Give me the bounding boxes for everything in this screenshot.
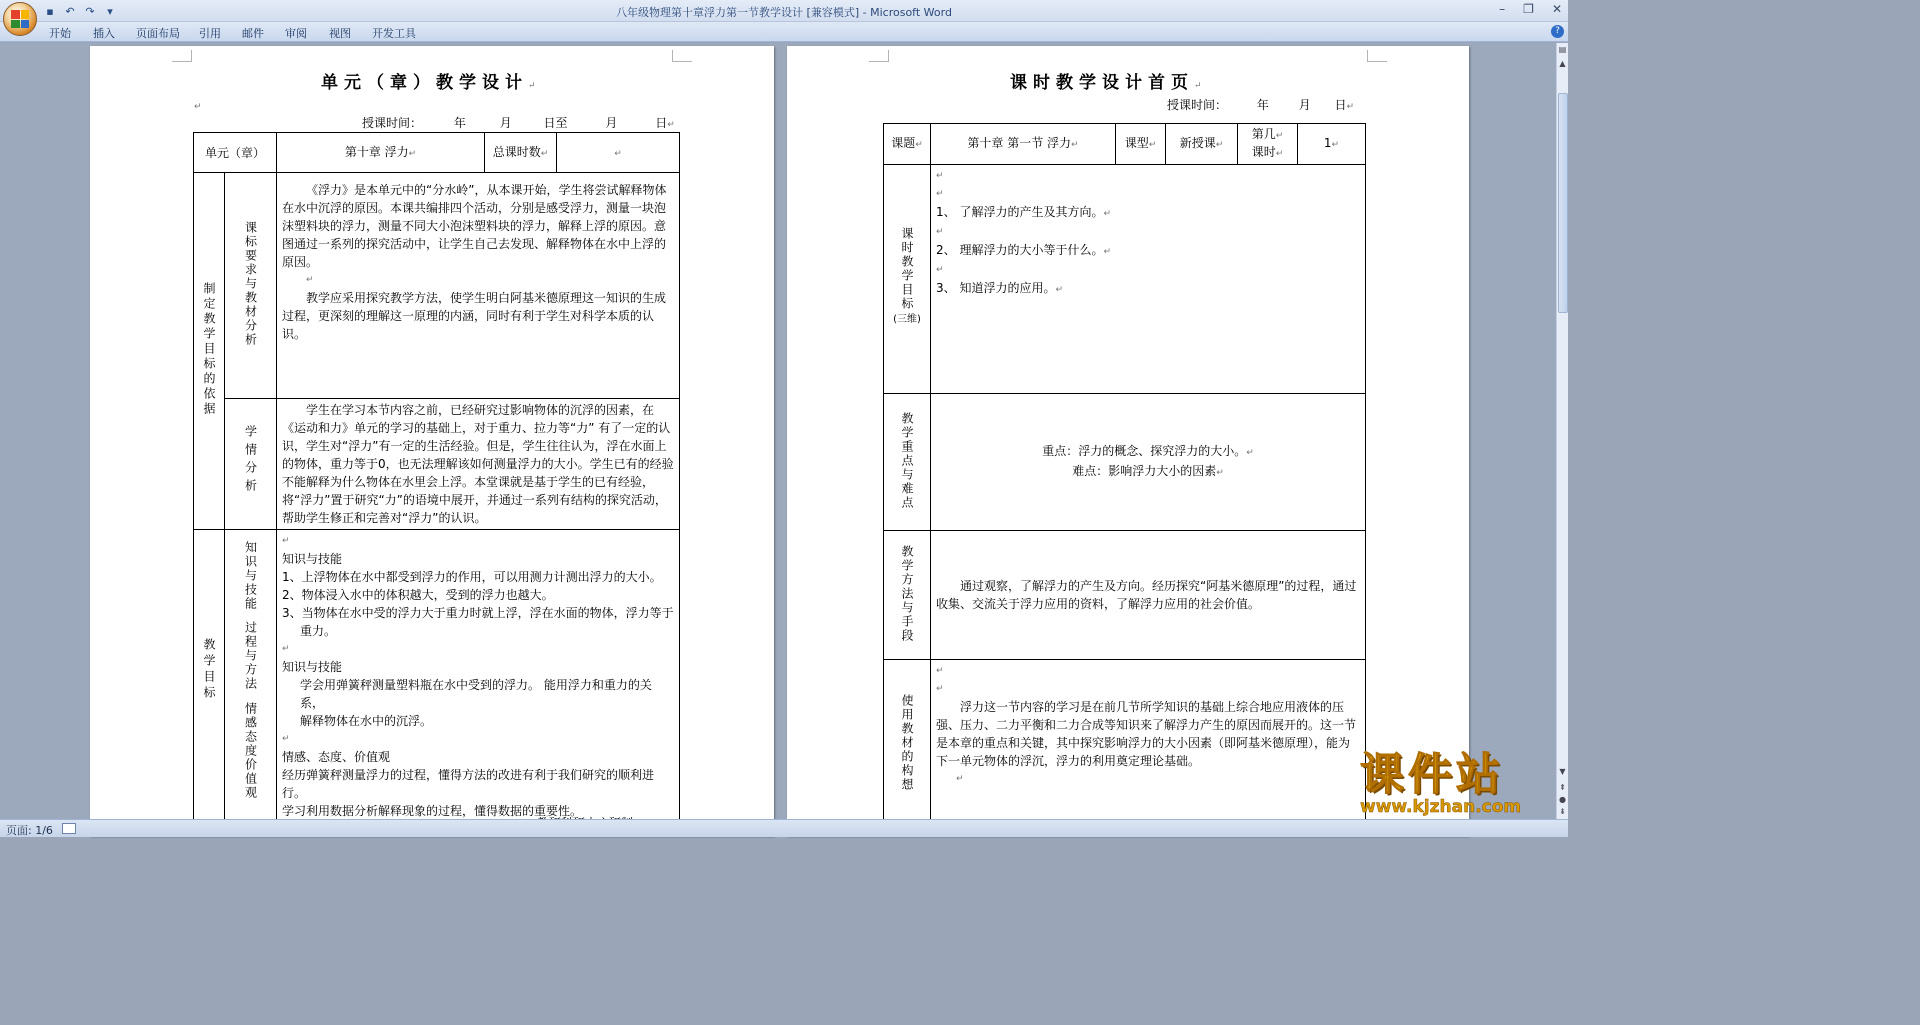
undo-icon[interactable]: ↶ <box>65 4 75 18</box>
goals-line: 2、物体浸入水中的体积越大，受到的浮力也越大。 <box>282 588 554 602</box>
redo-icon[interactable]: ↷ <box>85 4 95 18</box>
lesson-design-table <box>883 123 1366 830</box>
goals-line: 经历弹簧秤测量浮力的过程，懂得方法的改进有利于我们研究的顺利进行。 <box>282 768 655 800</box>
curriculum-paragraph-2: 教学应采用探究教学方法，使学生明白阿基米德原理这一知识的生成过程，更深刻的理解这一原理的内涵，同时有利于学生对科学本质的认识。 <box>282 291 667 341</box>
page-title: 单元（章）教学设计↵ <box>321 73 536 93</box>
keypoints-label: 教学重点与难点 <box>900 411 914 510</box>
basis-label: 制定教学目标的依据 <box>202 281 216 417</box>
total-hours-label: 总课时数↵ <box>485 133 557 173</box>
unit-value: 第十章 浮力↵ <box>277 133 485 173</box>
which-lesson-value: 1↵ <box>1298 124 1366 165</box>
previous-page-icon[interactable]: ⇞ <box>1559 783 1566 792</box>
paragraph-mark: ↵ <box>194 102 202 112</box>
materials-label-cell <box>884 660 931 830</box>
topic-label: 课题↵ <box>884 124 931 165</box>
title-bar <box>0 0 1568 22</box>
proofing-icon[interactable] <box>62 823 76 834</box>
restore-icon[interactable]: ❐ <box>1523 2 1534 16</box>
scroll-down-icon[interactable]: ▼ <box>1559 767 1566 776</box>
goals-line: 学会用弹簧秤测量塑料瓶在水中受到的浮力。 能用浮力和重力的关系， <box>300 678 652 710</box>
margin-mark <box>869 50 889 62</box>
tab-review[interactable]: 审阅 <box>285 27 307 40</box>
customize-qat-icon[interactable]: ▾ <box>107 4 113 18</box>
objective-item: 3、 知道浮力的应用。↵ <box>936 281 1063 295</box>
page-1 <box>90 46 774 836</box>
curriculum-label-cell <box>225 173 277 399</box>
curriculum-label: 课标要求与教材分析 <box>243 221 258 347</box>
methods-paragraph: 通过观察，了解浮力的产生及方向。经历探究“阿基米德原理”的过程，通过收集、交流关于浮力应用的资料，了解浮力应用的社会价值。 <box>936 579 1357 611</box>
office-logo-icon <box>11 10 29 28</box>
page-title: 课时教学设计首页↵ <box>1010 73 1202 93</box>
goals-line: 学习利用数据分析解释现象的过程，懂得数据的重要性。 <box>282 804 583 818</box>
difficult-point: 难点：影响浮力大小的因素↵ <box>1072 464 1224 478</box>
goals-content: ↵ 知识与技能 1、上浮物体在水中都受到浮力的作用，可以用测力计测出浮力的大小。 2、物体浸入水中的体积越大，受到的浮力也越大。 3、当物体在水中受的浮力大于重力时就上浮，浮在水面的物体，浮力等于 重力。 ↵ 知识与技能 学会用弹簧秤测量塑料瓶在水中受到的浮力。 能用浮力和重力的关系， 解释物体在水中的沉浮。 ↵ 情感、态度、价值观 经历弹簧秤测量浮力的过程，懂得方法的改进有利于我们研究的顺利进行。 学习利用数据分析解释现象的过程，懂得数据的重要性。 <box>277 530 680 823</box>
objective-item: 2、 理解浮力的大小等于什么。↵ <box>936 243 1111 257</box>
page-2 <box>787 46 1469 836</box>
student-label: 学情分析 <box>243 425 258 497</box>
watermark-url: www.kjzhan.com <box>1360 797 1522 817</box>
which-lesson-label: 第几↵ 课时↵ <box>1238 124 1298 165</box>
paragraph-mark: ↵ <box>306 275 314 285</box>
window-title: 八年级物理第十章浮力第一节教学设计 [兼容模式] - Microsoft Word <box>616 6 952 19</box>
goals-sub-cell <box>225 530 277 823</box>
goals-sub-values: 情感态度价值观 <box>243 701 258 800</box>
watermark-text: 课件站 <box>1360 749 1504 800</box>
scrollbar-thumb[interactable] <box>1558 93 1568 313</box>
objectives-note: (三维) <box>893 313 921 325</box>
goals-line: 1、上浮物体在水中都受到浮力的作用，可以用测力计测出浮力的大小。 <box>282 570 662 584</box>
materials-content: ↵ ↵ 浮力这一节内容的学习是在前几节所学知识的基础上综合地应用液体的压强、压力、二力平衡和二力合成等知识来了解浮力产生的原因而展开的。这一节是本章的重点和关键，其中探究影响浮力的大小因素（即阿基米德原理），能为下一单元物体的浮沉，浮力的利用奠定理论基础。 ↵ <box>931 660 1366 830</box>
goals-line: 知识与技能 <box>282 660 343 674</box>
goals-line: 知识与技能 <box>282 552 343 566</box>
save-icon[interactable]: ▪ <box>46 4 54 18</box>
tab-references[interactable]: 引用 <box>199 27 221 40</box>
unit-design-table <box>193 132 680 823</box>
goals-sub-process: 过程与方法 <box>243 621 258 691</box>
methods-label-cell <box>884 531 931 660</box>
objectives-label-cell <box>884 165 931 394</box>
vertical-scrollbar[interactable] <box>1556 43 1568 819</box>
goals-line: 情感、态度、价值观 <box>282 750 391 764</box>
next-page-icon[interactable]: ⇟ <box>1559 807 1566 816</box>
methods-label: 教学方法与手段 <box>900 544 914 643</box>
topic-value: 第十章 第一节 浮力↵ <box>931 124 1116 165</box>
tab-view[interactable]: 视图 <box>329 27 351 40</box>
materials-label: 使用教材的构想 <box>900 694 914 792</box>
office-button[interactable] <box>3 2 37 36</box>
type-value: 新授课↵ <box>1166 124 1238 165</box>
ruler-toggle-icon[interactable]: ▤ <box>1558 45 1567 54</box>
methods-content <box>931 531 1366 660</box>
goals-line: 解释物体在水中的沉浮。 <box>300 714 433 728</box>
teaching-time-row: 授课时间： 年 月 日至 月 日↵ <box>362 116 675 130</box>
student-content <box>277 399 680 530</box>
objective-item: 1、 了解浮力的产生及其方向。↵ <box>936 205 1111 219</box>
basis-label-cell <box>194 173 225 530</box>
student-label-cell <box>225 399 277 530</box>
goals-sub-knowledge: 知识与技能 <box>243 540 258 611</box>
goals-label: 教学目标 <box>202 638 216 702</box>
tab-mailings[interactable]: 邮件 <box>242 27 264 40</box>
key-point: 重点：浮力的概念、探究浮力的大小。↵ <box>1042 444 1254 458</box>
tab-home[interactable]: 开始 <box>49 27 71 40</box>
close-icon[interactable]: ✕ <box>1551 2 1562 16</box>
materials-paragraph: 浮力这一节内容的学习是在前几节所学知识的基础上综合地应用液体的压强、压力、二力平衡和二力合成等知识来了解浮力产生的原因而展开的。这一节是本章的重点和关键，其中探究影响浮力的大小因素（即阿基米德原理），能为下一单元物体的浮沉，浮力的利用奠定理论基础。 <box>936 700 1357 768</box>
total-hours-value[interactable]: ↵ <box>557 133 680 173</box>
margin-mark <box>172 50 192 62</box>
type-label: 课型↵ <box>1116 124 1166 165</box>
browse-object-icon[interactable]: ● <box>1559 795 1566 804</box>
site-watermark <box>1360 749 1556 818</box>
margin-mark <box>672 50 692 62</box>
tab-developer[interactable]: 开发工具 <box>372 27 416 40</box>
status-bar <box>0 819 1568 837</box>
goals-line: 3、当物体在水中受的浮力大于重力时就上浮，浮在水面的物体，浮力等于 <box>282 606 674 620</box>
unit-label: 单元（章） <box>194 133 277 173</box>
ribbon-tabs <box>0 22 1568 42</box>
goals-label-cell <box>194 530 225 823</box>
margin-mark <box>1367 50 1387 62</box>
curriculum-content <box>277 173 680 399</box>
teaching-time-row: 授课时间： 年 月 日↵ <box>1167 98 1355 112</box>
keypoints-label-cell <box>884 394 931 531</box>
minimize-icon[interactable]: – <box>1499 2 1506 16</box>
goals-line: 重力。 <box>300 624 337 638</box>
help-icon[interactable]: ? <box>1551 25 1564 38</box>
objectives-label: 课时教学目标 <box>900 226 914 311</box>
student-paragraph: 学生在学习本节内容之前，已经研究过影响物体的沉浮的因素，在《运动和力》单元的学习的基础上，对于重力、拉力等“力” 有了一定的认识，学生对“浮力”有一定的生活经验。但是，学生往往认为，浮在水面上的物体，重力等于0，也无法理解该如何测量浮力的大小。学生已有的经验不能解释为什么物体在水里会上浮。本堂课就是基于学生的已有经验，将“浮力”置于研究“力”的语境中展开，并通过一系列有结构的探究活动，帮助学生修正和完善对“浮力”的认识。 <box>282 403 674 525</box>
page-count[interactable]: 页面: 1/6 <box>6 824 53 837</box>
window-controls <box>1499 2 1562 16</box>
scroll-up-icon[interactable]: ▲ <box>1559 59 1566 68</box>
objectives-content: ↵ ↵ 1、 了解浮力的产生及其方向。↵ ↵ 2、 理解浮力的大小等于什么。↵ ↵ 3、 知道浮力的应用。↵ <box>931 165 1366 394</box>
curriculum-paragraph-1: 《浮力》是本单元中的“分水岭”，从本课开始，学生将尝试解释物体在水中沉浮的原因。本课共编排四个活动，分别是感受浮力，测量一块泡沫塑料块的浮力，测量不同大小泡沫塑料块的浮力，解释上浮的原因。意图通过一系列的探究活动中，让学生自己去发现、解释物体在水中上浮的原因。 <box>282 183 667 269</box>
tab-insert[interactable]: 插入 <box>93 27 115 40</box>
keypoints-content <box>931 394 1366 531</box>
tab-page-layout[interactable]: 页面布局 <box>136 27 180 40</box>
